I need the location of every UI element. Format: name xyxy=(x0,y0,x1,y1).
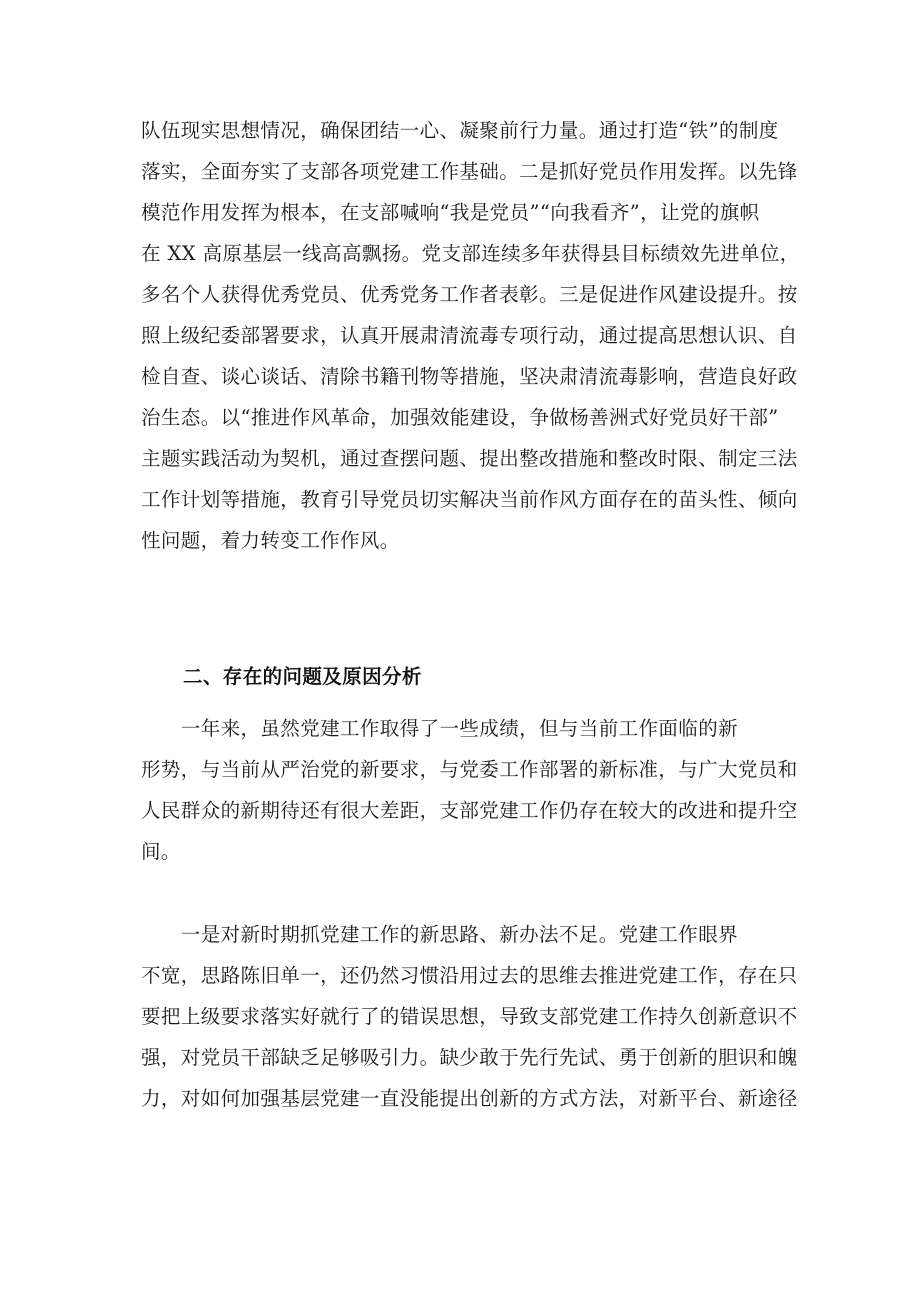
text-line: 形势，与当前从严治党的新要求，与党委工作部署的新标准，与广大党员和 xyxy=(141,758,798,781)
text-line: 队伍现实思想情况，确保团结一心、凝聚前行力量。通过打造“铁”的制度 xyxy=(141,119,779,142)
text-line: 间。 xyxy=(141,840,181,863)
text-line: 模范作用发挥为根本，在支部喊响“我是党员”“向我看齐”，让党的旗帜 xyxy=(141,201,760,224)
text-line: 人民群众的新期待还有很大差距，支部党建工作仍存在较大的改进和提升空 xyxy=(141,799,798,822)
text-line: 落实，全面夯实了支部各项党建工作基础。二是抓好党员作用发挥。以先锋 xyxy=(141,160,798,183)
text-line: 多名个人获得优秀党员、优秀党务工作者表彰。三是促进作风建设提升。按 xyxy=(141,283,798,306)
text-line: 力，对如何加强基层党建一直没能提出创新的方式方法，对新平台、新途径 xyxy=(141,1087,798,1110)
paragraph-gap-summary xyxy=(141,708,798,872)
text-line: 一是对新时期抓党建工作的新思路、新办法不足。党建工作眼界 xyxy=(141,923,739,946)
text-line: 性问题，着力转变工作作风。 xyxy=(141,529,400,552)
paragraph-problem-one xyxy=(141,914,798,1119)
text-line: 检自查、谈心谈话、清除书籍刊物等措施，坚决肃清流毒影响，营造良好政 xyxy=(141,365,798,388)
text-line: 治生态。以“推进作风革命，加强效能建设，争做杨善洲式好党员好干部” xyxy=(141,406,779,429)
text-line: 要把上级要求落实好就行了的错误思想，导致支部党建工作持久创新意识不 xyxy=(141,1005,798,1028)
text-line: 在 XX 高原基层一线高高飘扬。党支部连续多年获得县目标绩效先进单位， xyxy=(141,242,800,265)
text-line: 主题实践活动为契机，通过查摆问题、提出整改措施和整改时限、制定三法 xyxy=(141,447,798,470)
text-line: 不宽，思路陈旧单一，还仍然习惯沿用过去的思维去推进党建工作，存在只 xyxy=(141,964,798,987)
text-line: 一年来，虽然党建工作取得了一些成绩，但与当前工作面临的新 xyxy=(141,717,739,740)
text-line: 强，对党员干部缺乏足够吸引力。缺少敢于先行先试、勇于创新的胆识和魄 xyxy=(141,1046,798,1069)
paragraph-work-style xyxy=(141,110,800,561)
section-heading: 二、存在的问题及原因分析 xyxy=(183,665,422,688)
text-line: 照上级纪委部署要求，认真开展肃清流毒专项行动，通过提高思想认识、自 xyxy=(141,324,798,347)
text-line: 工作计划等措施，教育引导党员切实解决当前作风方面存在的苗头性、倾向 xyxy=(141,488,798,511)
